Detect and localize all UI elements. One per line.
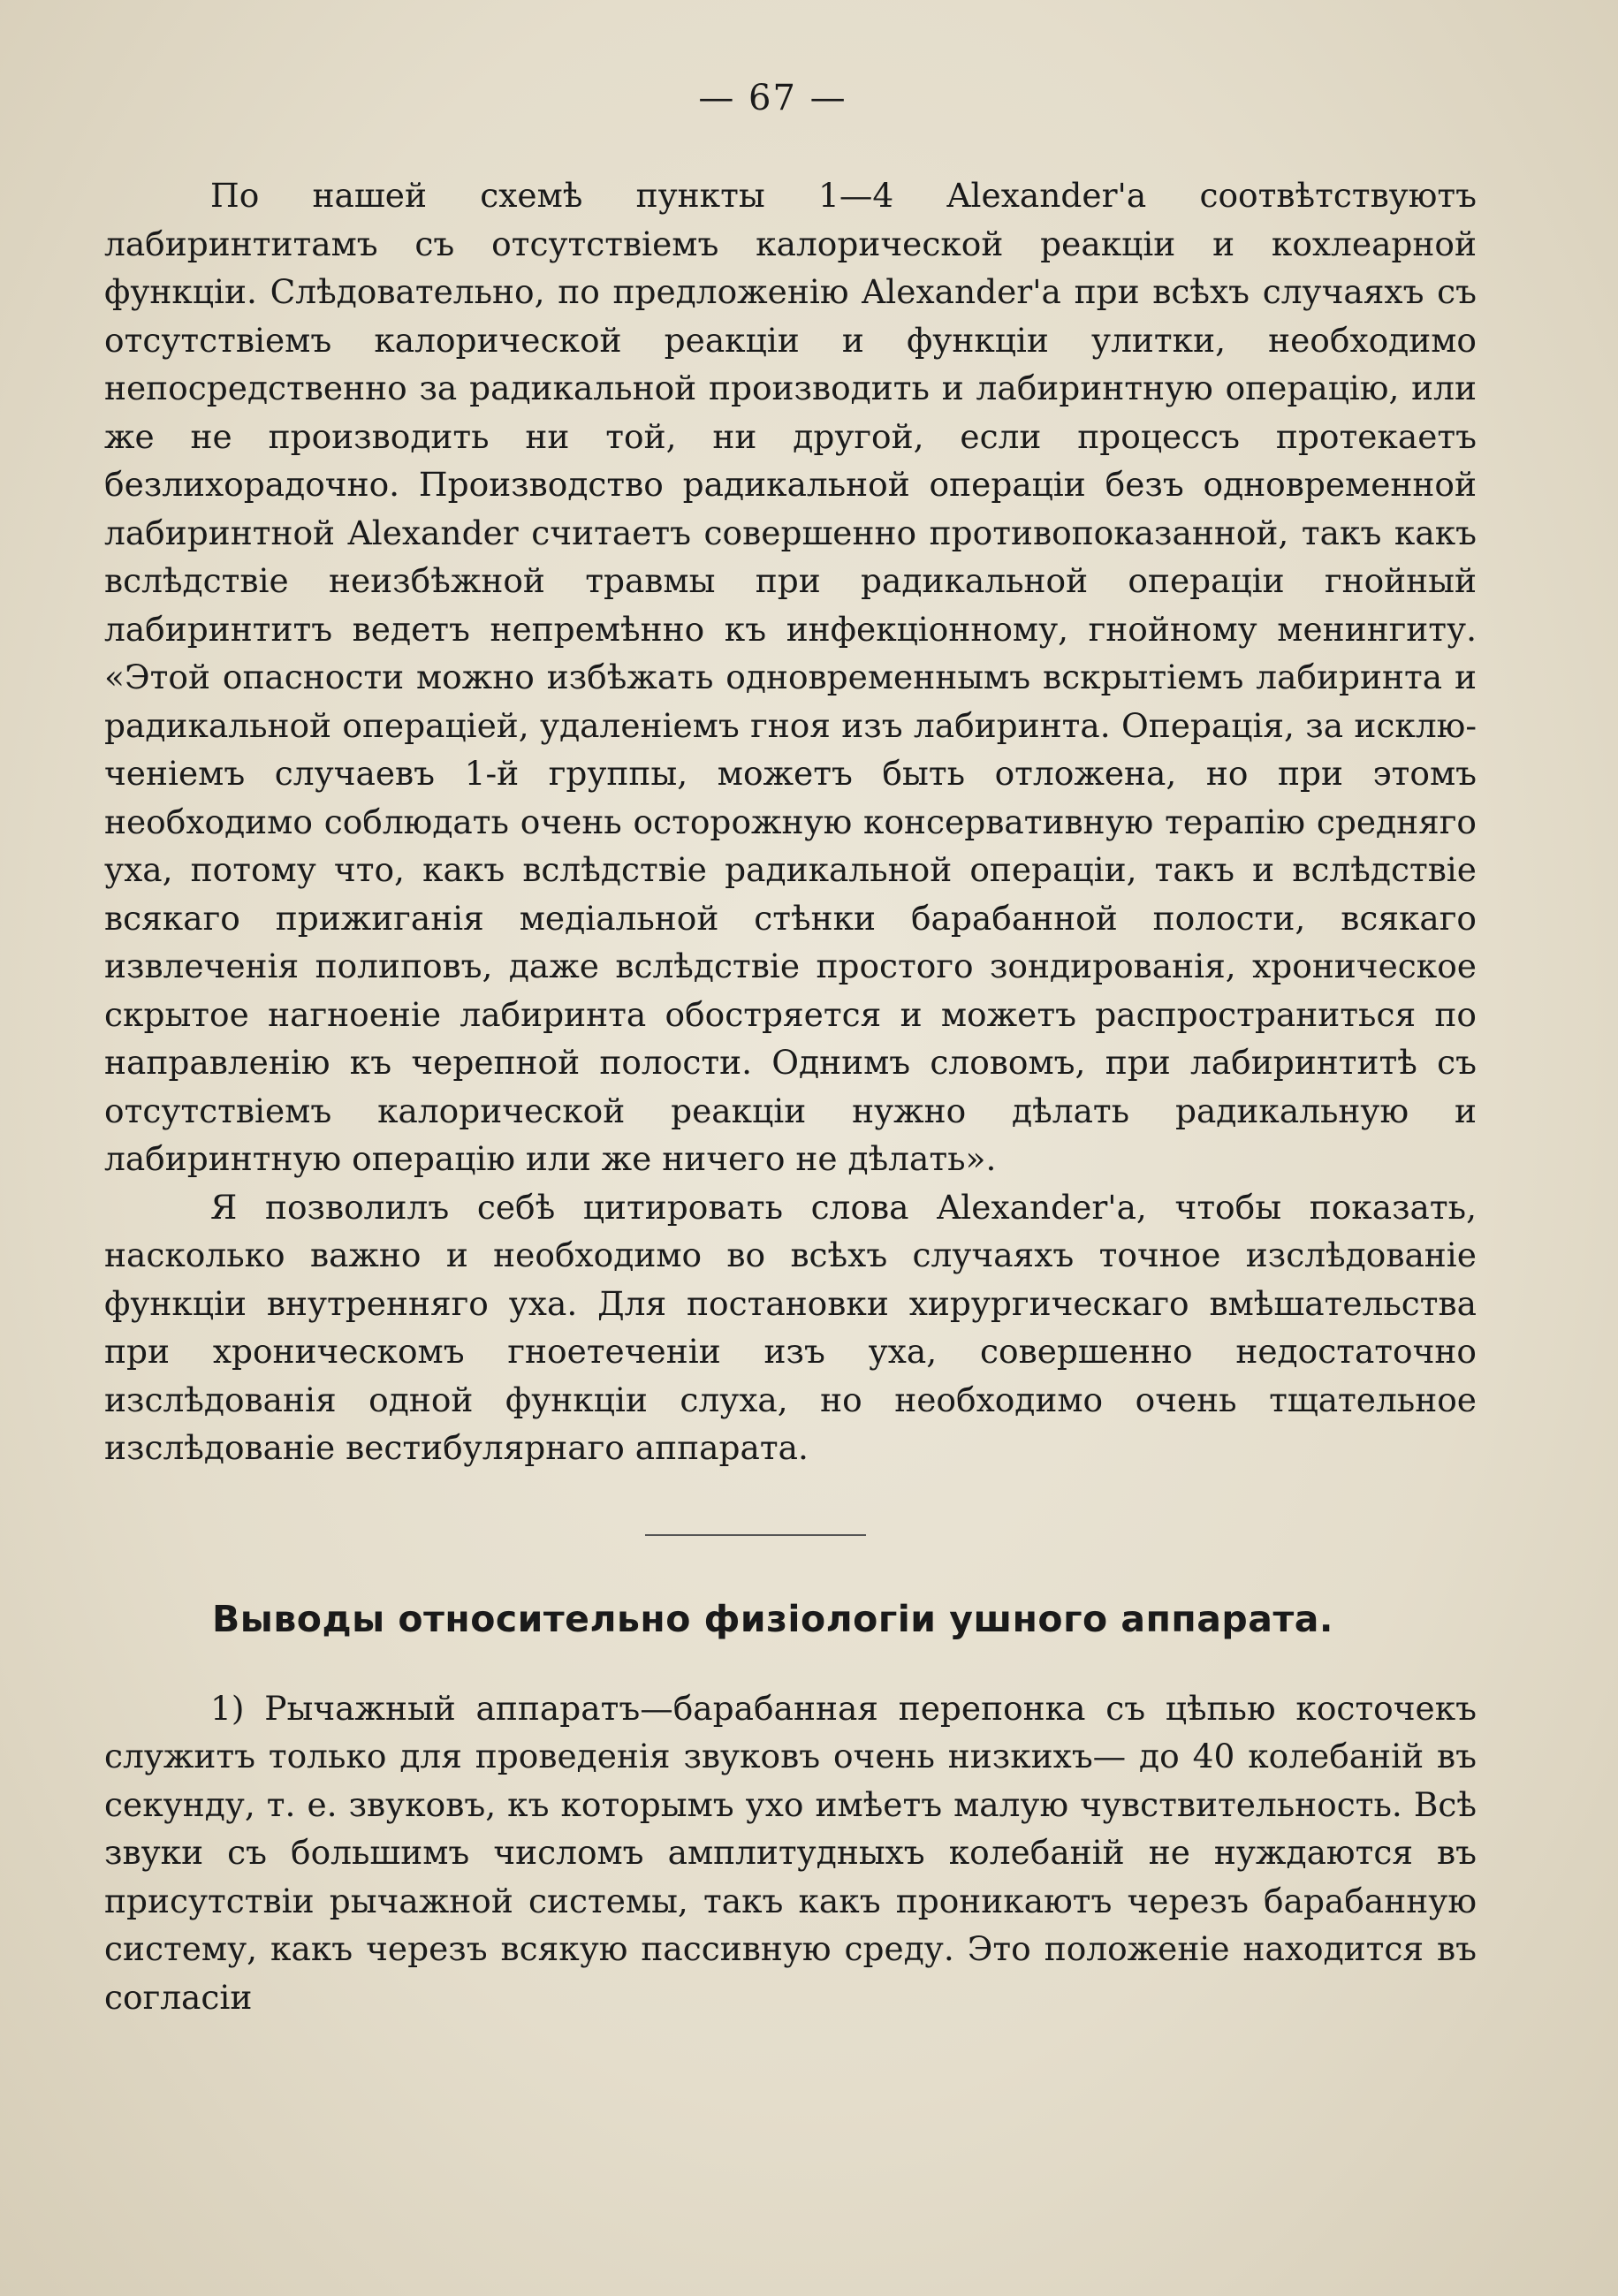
body-paragraph-1: По нашей схемѣ пункты 1—4 Alexander'а соотвѣтствуютъ лабиринтитамъ съ отсутствіемъ калорической реакціи и кохлеарной функціи. Слѣдовательно, по предложенію Alexander'а при всѣхъ случаяхъ съ отсутствіемъ калорической реакціи и функціи улитки, необходимо непосредственно за радикальной производить и лабиринтную операцію, или же не производить ни той, ни другой, если процессъ протекаетъ безлихорадочно. Производство радикальной операціи безъ одновременной лабиринтной Alexander считаетъ совершенно противопоказанной, такъ какъ вслѣдствіе неизбѣжной травмы при радикальной операціи гнойный лабиринтитъ ведетъ непремѣнно къ инфекціонному, гнойному менингиту. «Этой опасности можно избѣжать одновременнымъ вскрытіемъ лабиринта и радикальной операціей, удаленіемъ гноя изъ лабиринта. Операція, за исключеніемъ случаевъ 1-й группы, можетъ быть отложена, но при этомъ необходимо соблюдать очень осторожную консервативную терапію средняго уха, потому что, какъ вслѣдствіе радикальной операціи, такъ и вслѣдствіе всякаго прижиганія медіальной стѣнки барабанной полости, всякаго извлеченія полиповъ, даже вслѣдствіе простого зондированія, хроническое скрытое нагноеніе лабиринта обостряется и можетъ распространиться по направленію къ черепной полости. Однимъ словомъ, при лабиринтитѣ съ отсутствіемъ калорической реакціи нужно дѣлать радикальную и лабиринтную операцію или же ничего не дѣлать». bbox=[104, 176, 1477, 1178]
body-paragraph-2: Я позволилъ себѣ цитировать слова Alexander'а, чтобы показать, насколько важно и необходимо во всѣхъ случаяхъ точное изслѣдованіе функціи внутренняго уха. Для постановки хирургическаго вмѣшательства при хроническомъ гноетеченіи изъ уха, совершенно недостаточно изслѣдованія одной функціи слуха, но необходимо очень тщательное изслѣдованіе вестибулярнаго аппарата. bbox=[104, 1187, 1477, 1467]
section-heading: Выводы относительно физіологіи ушного аппарата. bbox=[212, 1597, 1333, 1640]
page-number: — 67 — bbox=[698, 78, 847, 118]
section-divider bbox=[645, 1534, 866, 1536]
conclusion-item-1: 1) Рычажный аппаратъ—барабанная перепонка съ цѣпью косточекъ служитъ только для проведенія звуковъ очень низкихъ— до 40 колебаній въ секунду, т. е. звуковъ, къ которымъ ухо имѣетъ малую чувствительность. Всѣ звуки съ большимъ числомъ амплитудныхъ колебаній не нуждаются въ присутствіи рычажной системы, такъ какъ проникаютъ черезъ барабанную систему, какъ черезъ всякую пассивную среду. Это положеніе находится въ согласіи bbox=[104, 1688, 1477, 2017]
